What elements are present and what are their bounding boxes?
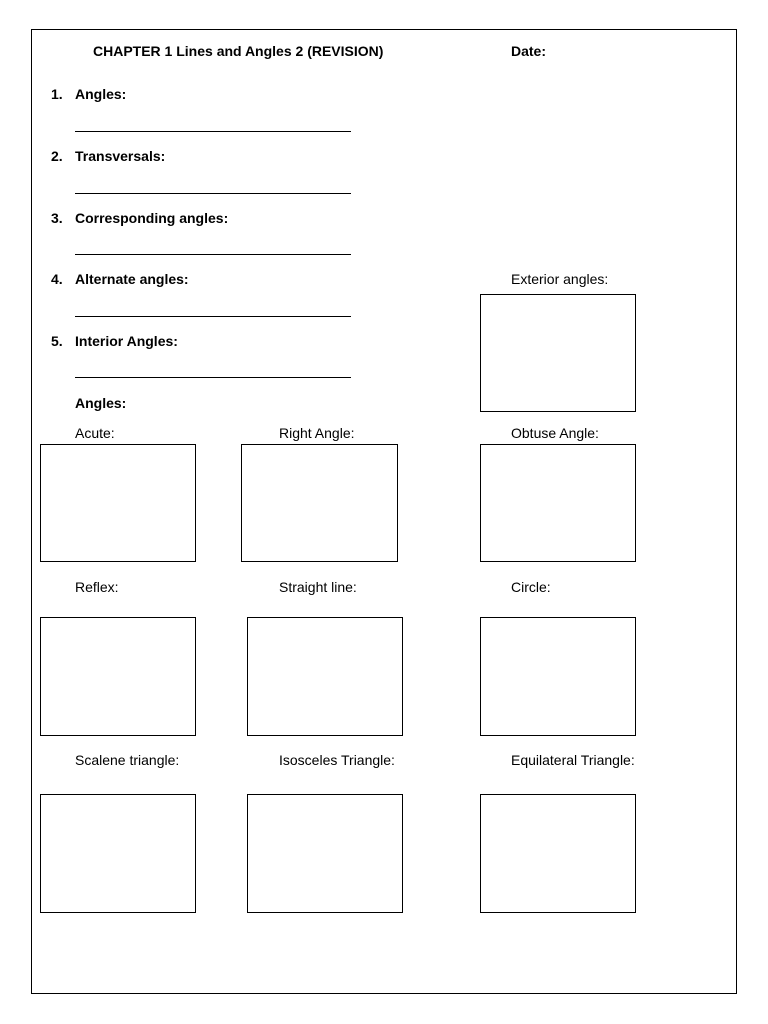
obtuse-angle-label: Obtuse Angle:	[511, 425, 599, 441]
acute-label: Acute:	[75, 425, 115, 441]
right-angle-drawing-box[interactable]	[241, 444, 398, 562]
answer-line	[75, 131, 351, 132]
straight-line-drawing-box[interactable]	[247, 617, 403, 736]
question-label: Transversals:	[75, 148, 166, 164]
question-number: 2.	[51, 148, 63, 164]
worksheet-title: CHAPTER 1 Lines and Angles 2 (REVISION)	[93, 43, 384, 59]
question-label: Corresponding angles:	[75, 210, 229, 226]
answer-line	[75, 254, 351, 255]
answer-line	[75, 193, 351, 194]
question-number: 1.	[51, 86, 63, 102]
exterior-angles-drawing-box[interactable]	[480, 294, 636, 412]
isosceles-triangle-label: Isosceles Triangle:	[279, 752, 395, 768]
scalene-triangle-drawing-box[interactable]	[40, 794, 196, 913]
exterior-angles-label: Exterior angles:	[511, 271, 609, 287]
acute-drawing-box[interactable]	[40, 444, 196, 562]
equilateral-triangle-label: Equilateral Triangle:	[511, 752, 635, 768]
reflex-drawing-box[interactable]	[40, 617, 196, 736]
answer-line	[75, 377, 351, 378]
equilateral-triangle-drawing-box[interactable]	[480, 794, 636, 913]
isosceles-triangle-drawing-box[interactable]	[247, 794, 403, 913]
straight-line-label: Straight line:	[279, 579, 357, 595]
circle-label: Circle:	[511, 579, 551, 595]
question-label: Angles:	[75, 86, 127, 102]
right-angle-label: Right Angle:	[279, 425, 355, 441]
question-label: Interior Angles:	[75, 333, 178, 349]
angles-heading: Angles:	[75, 395, 127, 411]
answer-line	[75, 316, 351, 317]
obtuse-angle-drawing-box[interactable]	[480, 444, 636, 562]
reflex-label: Reflex:	[75, 579, 119, 595]
question-number: 3.	[51, 210, 63, 226]
question-label: Alternate angles:	[75, 271, 189, 287]
question-number: 5.	[51, 333, 63, 349]
scalene-triangle-label: Scalene triangle:	[75, 752, 180, 768]
circle-drawing-box[interactable]	[480, 617, 636, 736]
date-label: Date:	[511, 43, 547, 59]
question-number: 4.	[51, 271, 63, 287]
